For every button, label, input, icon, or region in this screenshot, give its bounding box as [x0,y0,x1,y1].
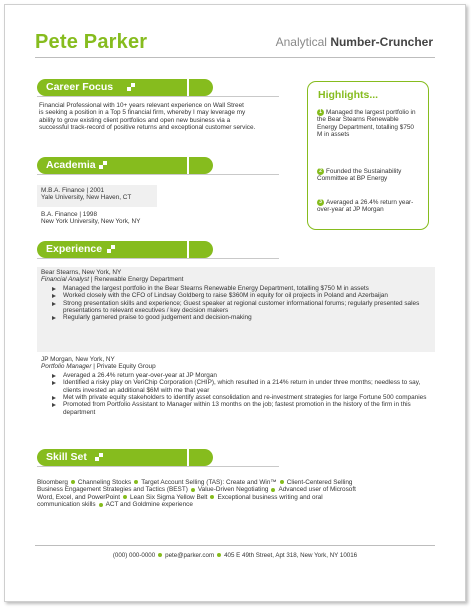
square-icon [127,87,131,91]
list-item: Averaged a 26.4% return year-over-year at JP Morgan [63,372,433,379]
candidate-name: Pete Parker [35,31,148,53]
skill: Lean Six Sigma Yellow Belt [130,493,208,501]
skill: Business Engagement Strategies and Tactics (BEST) [37,486,188,494]
experience-item [37,267,435,352]
bullet-dot-icon [271,488,275,492]
section-header-skill-set [37,449,187,466]
degree: M.B.A. Finance | 2001 [41,187,105,194]
list-item: Strong presentation skills and experience; Guest speaker at regional customer informational forums; regularly presented sales presentations to relevant executives / key decision makers [63,300,433,315]
highlights-box [307,81,429,230]
number-badge: 2 [317,168,324,175]
section-title: Skill Set [46,451,87,463]
footer-divider [35,545,435,546]
number-badge: 3 [317,199,324,206]
academia-item [41,211,241,226]
skills-line [37,501,437,508]
career-line: is seeking a position in a Top 5 financial firm, whereby I may leverage my [39,109,246,117]
job-title-line [41,363,435,370]
header-divider [35,57,435,58]
square-icon [95,457,99,461]
bullet-dot-icon [210,495,214,499]
square-icon [99,453,103,457]
section-title: Academia [46,159,96,171]
department: | Renewable Energy Department [89,276,184,284]
tagline [276,35,433,49]
skill: Advanced user of Microsoft [278,486,356,494]
bullet-dot-icon [280,480,284,484]
experience-item [37,356,435,416]
list-item: Regularly garnered praise to good judgement and decision-making [63,314,433,321]
skill: Exceptional business writing and oral [217,493,323,501]
career-focus-text [39,102,289,132]
phone: (000) 000-0000 [112,552,156,559]
contact-footer [5,552,465,559]
square-icon [107,249,111,253]
highlights-title: Highlights... [318,89,379,101]
bullet-dot-icon [191,488,195,492]
company: Bear Stearns, New York, NY [41,269,122,276]
square-icon [99,165,103,169]
bullet-dot-icon [158,553,162,557]
bullet-list [41,372,433,416]
career-line: successful track-record of positive returns and exceptional customer service. [39,124,256,132]
career-line: Financial Professional with 10+ years relevant experience on Wall Street [39,102,244,109]
skill: Value-Driven Negotiating [197,486,269,494]
bullet-dot-icon [134,480,138,484]
section-tab [189,157,213,174]
skill: communication skills [37,501,96,509]
section-header-career-focus [37,79,187,96]
skills-list [37,479,437,509]
skill: ACT and Goldmine experience [105,501,193,509]
skills-line [37,486,437,493]
highlight-item [317,109,419,139]
square-icon [103,161,107,165]
square-icon [131,83,135,87]
section-divider [37,174,279,175]
section-title: Career Focus [46,81,114,93]
highlight-text: Averaged a 26.4% return year-over-year at JP Morgan [317,199,414,214]
department: | Private Equity Group [91,363,156,371]
career-line: ability to grow existing client portfolios and open new business via a [39,116,231,124]
skill: Client-Centered Selling [286,479,353,486]
bullet-dot-icon [99,503,103,507]
section-tab [189,449,213,466]
section-divider [37,466,279,467]
skills-line [37,479,437,486]
skill: Target Account Selling (TAS): Create and Win™ [141,479,277,486]
section-header-experience [37,241,187,258]
section-title: Experience [46,243,103,255]
list-item: Identified a risky play on VeriChip Corporation (CHIP), which resulted in a 214% return in under three months; needless to say, clients invested an additional $6M with me that year [63,379,433,394]
tagline-bold: Number-Cruncher [330,35,433,49]
bullet-dot-icon [71,480,75,484]
section-header-academia [37,157,187,174]
highlight-text: Managed the largest portfolio in the Bear Stearns Renewable Energy Department, totalling $750 M in assets [317,109,416,139]
skill: Channeling Stocks [77,479,132,486]
job-title-line [41,276,435,283]
square-icon [111,245,115,249]
academia-item [37,185,157,207]
section-tab [189,241,213,258]
list-item: Managed the largest portfolio in the Bear Stearns Renewable Energy Department, totalling $750 M in assets [63,285,433,292]
school: New York University, New York, NY [41,218,141,226]
section-tab [189,79,213,96]
number-badge: 1 [317,109,324,116]
bullet-dot-icon [123,495,127,499]
skill: Word, Excel, and PowerPoint [37,493,121,501]
section-divider [37,96,279,97]
job-title: Financial Analyst [41,276,90,284]
highlight-text: Founded the Sustainability Committee at BP Energy [317,168,402,183]
resume-page [4,4,466,602]
degree: B.A. Finance | 1998 [41,211,98,218]
school: Yale University, New Haven, CT [41,194,132,202]
list-item: Met with private equity stakeholders to identify asset consolidation and re-investment strategies for large Fortune 500 companies [63,394,433,401]
highlight-item [317,199,419,214]
list-item: Promoted from Portfolio Assistant to Manager within 13 months on the job; fastest promotion in the history of the firm in this department [63,401,433,416]
bullet-list [41,285,433,322]
section-divider [37,258,279,259]
list-item: Worked closely with the CFO of Lindsay Goldberg to raise $360M in equity for oil projects in Poland and Azerbaijan [63,292,433,299]
job-title: Portfolio Manager [41,363,92,371]
skill: Bloomberg [37,479,68,486]
tagline-light: Analytical [275,35,327,49]
highlight-item [317,168,419,183]
company: JP Morgan, New York, NY [41,356,115,363]
bullet-dot-icon [217,553,221,557]
skills-line [37,494,437,501]
email: pete@parker.com [165,552,215,559]
address: 405 E 49th Street, Apt 318, New York, NY 10016 [224,552,358,559]
